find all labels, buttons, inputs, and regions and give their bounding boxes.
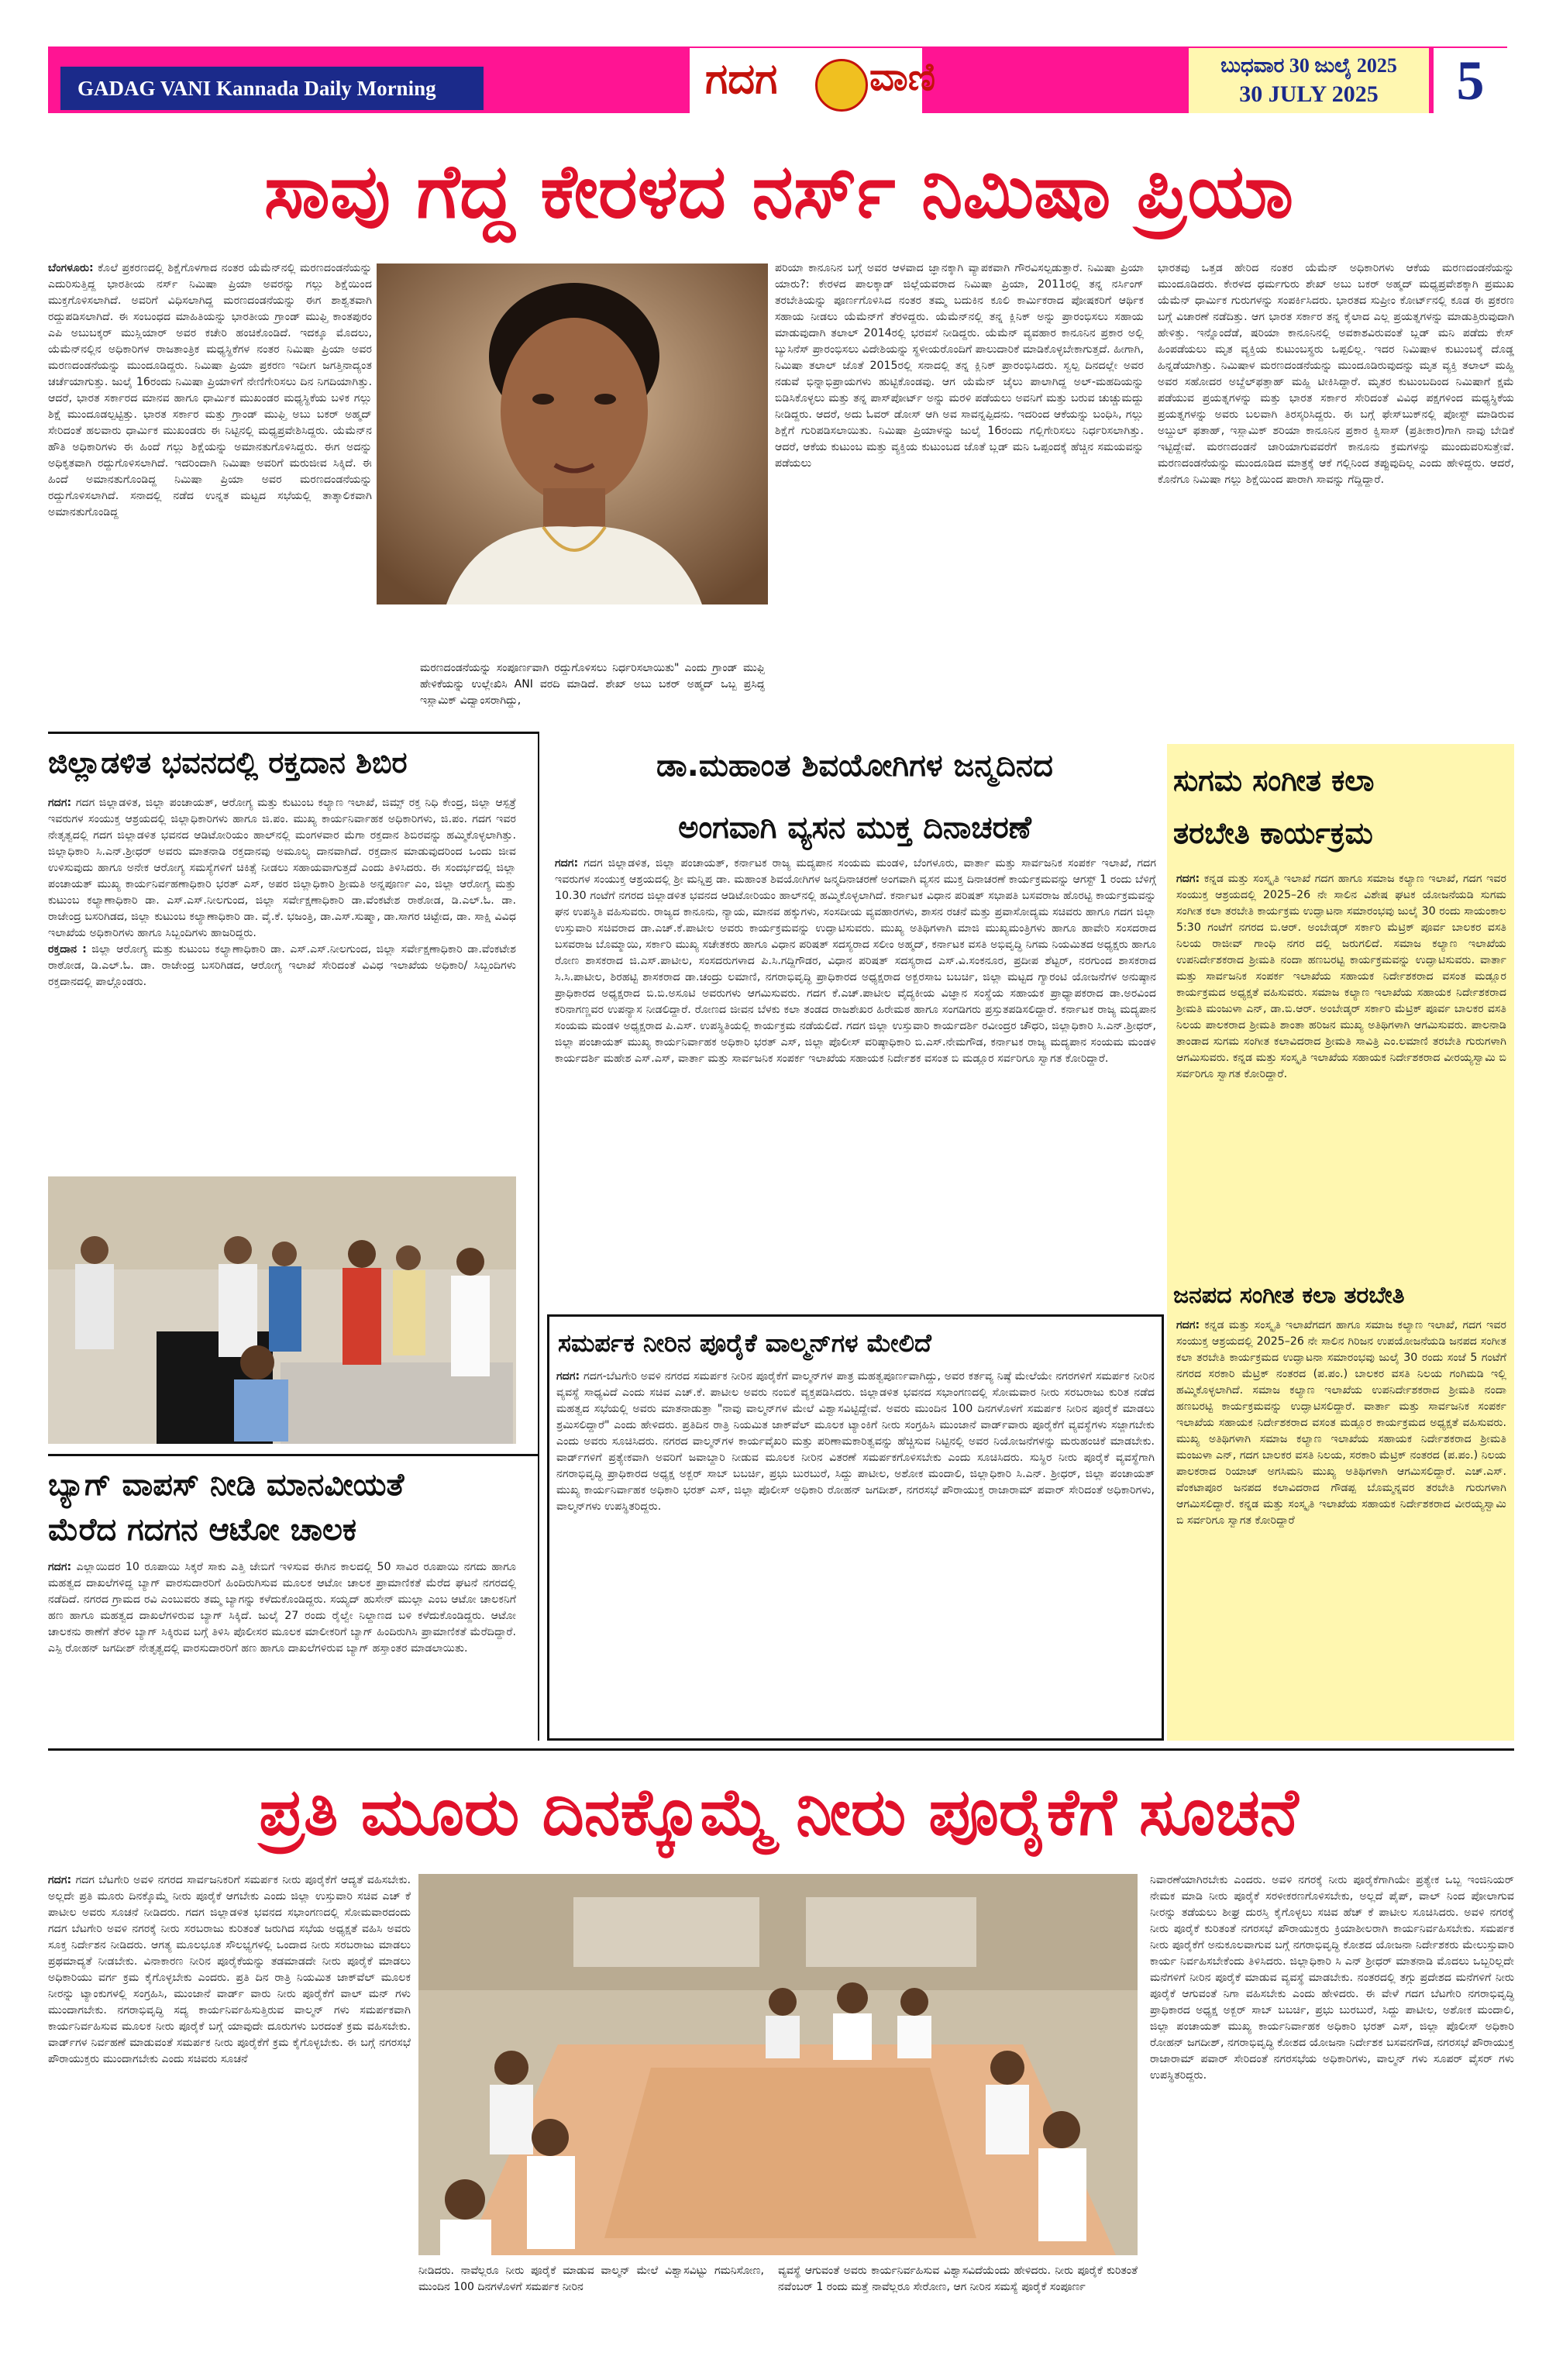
bottom-story-caption-left: ನೀಡಿದರು. ನಾವೆಲ್ಲರೂ ನೀರು ಪೂರೈಕೆ ಮಾಡುವ ವಾಲ್ಮನ್ ಮೇಲೆ ವಿಶ್ವಾಸವಿಟ್ಟು ಗಮನಿಸೋಣ, ಮುಂದಿನ 100 ದಿನಗಳೊಳಗೆ ಸಮರ್ಪಕ ನೀರಿನ — [418, 2265, 764, 2293]
bottom-story-caption-right: ವ್ಯವಸ್ಥೆ ಆಗುವಂತೆ ಅವರು ಕಾರ್ಯನಿರ್ವಹಿಸುವ ವಿಶ್ವಾಸವಿದೆಯೆಂದು ಹೇಳಿದರು. ನೀರು ಪೂರೈಕೆ ಕುರಿತಂತೆ ನವೆಂಬರ್ 1 ರಂದು ಮತ್ತೆ ನಾವೆಲ್ಲರೂ ಸೇರೋಣ, ಆಗ ನೀರಿನ ಸಮಸ್ಯೆ ಪೂರೈಕೆ ಸಂಪೂರ್ಣ — [778, 2265, 1138, 2293]
mahantha-story-headline-line-1: ಡಾ.ಮಹಾಂತ ಶಿವಯೋಗಿಗಳ ಜನ್ಮದಿನದ — [656, 748, 1053, 784]
page-number: 5 — [1434, 48, 1507, 113]
nimisha-priya-photo — [377, 263, 768, 604]
issue-date — [1189, 48, 1429, 113]
bottom-story-headline: ಪ್ರತಿ ಮೂರು ದಿನಕ್ಕೊಮ್ಮೆ ನೀರು ಪೂರೈಕೆಗೆ ಸೂಚನೆ — [259, 1774, 1299, 1850]
mahantha-story-headline-line-2: ಅಂಗವಾಗಿ ವ್ಯಸನ ಮುಕ್ತ ದಿನಾಚರಣೆ — [678, 810, 1031, 846]
music-box-sub-headline: ಜನಪದ ಸಂಗೀತ ಕಲಾ ತರಬೇತಿ — [1173, 1282, 1405, 1309]
bag-story-headline-line-1: ಬ್ಯಾಗ್ ವಾಪಸ್ ನೀಡಿ ಮಾನವೀಯತೆ — [48, 1467, 404, 1503]
issue-date-kannada: ಬುಧವಾರ 30 ಜುಲೈ 2025 — [1220, 54, 1397, 77]
bag-story-body: ಗದಗ: ಎಲ್ಲಾಯಿದರ 10 ರೂಪಾಯಿ ಸಿಕ್ಕರೆ ಸಾಕು ಎತ್ತಿ ಜೇಬಿಗೆ ಇಳಿಸುವ ಈಗಿನ ಕಾಲದಲ್ಲಿ 50 ಸಾವಿರ ರೂಪಾಯಿ ನಗದು ಹಾಗೂ ಮಹತ್ವದ ದಾಖಲೆಗಳಿದ್ದ ಬ್ಯಾಗ್ ವಾರಸುದಾರರಿಗೆ ಹಿಂದಿರುಗಿಸುವ ಮೂಲಕ ಆಟೋ ಚಾಲಕ ಪ್ರಾಮಾಣಿಕತೆ ಮೆರೆದ ಘಟನೆ ನಗರದಲ್ಲಿ ನಡೆದಿದೆ. ನಗರದ ಗ್ರಾಮದ ರವಿ ಎಂಬುವರು ತಮ್ಮ ಬ್ಯಾಗನ್ನು ಕಳೆದುಕೊಂಡಿದ್ದರು. ಸಯ್ಯದ್ ಹುಸೇನ್ ಮುಲ್ಲಾ ಎಂಬ ಆಟೋ ಚಾಲಕನಿಗೆ ಹಣ ಹಾಗೂ ಮಹತ್ವದ ದಾಖಲೆಗಳಿರುವ ಬ್ಯಾಗ್ ಸಿಕ್ಕಿದೆ. ಜುಲೈ 27 ರಂದು ರೈಲ್ವೇ ನಿಲ್ದಾಣದ ಬಳಿ ಕಳೆದುಕೊಂಡಿದ್ದರು. ಆಟೋ ಚಾಲಕನು ಠಾಣೆಗೆ ತೆರಳಿ ಬ್ಯಾಗ್ ಸಿಕ್ಕಿರುವ ಬಗ್ಗೆ ತಿಳಿಸಿ ಪೊಲೀಸರ ಮೂಲಕ ಮಾಲೀಕರಿಗೆ ಬ್ಯಾಗ್ ಹಿಂದಿರುಗಿಸಿ ಪ್ರಾಮಾಣಿಕತೆ ಮೆರೆದಿದ್ದಾರೆ. ಎಸ್ಪಿ ರೋಹನ್ ಜಗದೀಶ್ ನೇತೃತ್ವದಲ್ಲಿ ವಾರಸುದಾರರಿಗೆ ಹಣ ಹಾಗೂ ದಾಖಲೆಗಳಿರುವ ಬ್ಯಾಗ್ ಹಸ್ತಾಂತರ ಮಾಡಲಾಯಿತು. — [48, 1561, 516, 1655]
bag-story-headline-line-2: ಮೆರೆದ ಗದಗನ ಆಟೋ ಚಾಲಕ — [48, 1512, 356, 1548]
column-divider — [538, 732, 539, 1741]
water-story-small-headline: ಸಮರ್ಪಕ ನೀರಿನ ಪೂರೈಕೆ ವಾಲ್ಮನ್‌ಗಳ ಮೇಲಿದೆ — [558, 1328, 931, 1358]
water-meeting-photo — [418, 1874, 1138, 2255]
bottom-story-column-3: ನಿವಾರಣೆಯಾಗಿರಬೇಕು ಎಂದರು. ಅವಳಿ ನಗರಕ್ಕೆ ನೀರು ಪೂರೈಕೆಗಾಗಿಯೇ ಪ್ರತ್ಯೇಕ ಒಬ್ಬ ಇಂಜಿನಿಯರ್ ನೇಮಕ ಮಾಡಿ ನೀರು ಪೂರೈಕೆ ಸರಳೀಕರಣಗೊಳಿಸಬೇಕು, ಅಲ್ಲದೆ ಪೈಪ್, ವಾಲ್ ನಿಂದ ಪೋಲಾಗುವ ನೀರನ್ನು ತಡೆಯಲು ಶೀಘ್ರ ದುರಸ್ತಿ ಕೈಗೊಳ್ಳಲು ಸಚಿವ ಹೆಚ್ ಕೆ ಪಾಟೀಲ ಸೂಚಿಸಿದರು. ಅವಳಿ ನಗರಕ್ಕೆ ನೀರು ಪೂರೈಕೆ ಕುರಿತಂತೆ ನಗರಸಭೆ ಪೌರಾಯುಕ್ತರು ಕ್ರಿಯಾಶೀಲರಾಗಿ ಕಾರ್ಯನಿರ್ವಹಿಸಬೇಕು. ಸಮರ್ಪಕ ನೀರು ಪೂರೈಕೆಗೆ ಅನುಕೂಲವಾಗುವ ಬಗ್ಗೆ ನಗರಾಭಿವೃದ್ಧಿ ಕೋಶದ ಯೋಜನಾ ನಿರ್ದೇಶಕರು ಮೇಲುಸ್ತುವಾರಿ ಕಾರ್ಯ ನಿರ್ವಹಿಸಬೇಕೆಂದು ತಿಳಿಸಿದರು. ಜಿಲ್ಲಾಧಿಕಾರಿ ಸಿ ಎನ್ ಶ್ರೀಧರ್ ಮಾತನಾಡಿ ಮೊದಲು ಒಬ್ಬರಿಲ್ಲದೇ ಮನೆಗಳಿಗೆ ನೀರಿನ ಪೂರೈಕೆ ಮಾಡುವ ವ್ಯವಸ್ಥೆ ಮಾಡಬೇಕು. ನಂತರದಲ್ಲಿ ತಗ್ಗು ಪ್ರದೇಶದ ಮನೆಗಳಿಗೆ ನೀರು ಪೂರೈಕೆ ಆಗುವಂತೆ ನಿಗಾ ವಹಿಸಬೇಕು ಎಂದು ಹೇಳಿದರು. ಈ ವೇಳೆ ಗದಗ ಬೆಟಗೇರಿ ನಗರಾಭಿವೃದ್ಧಿ ಪ್ರಾಧಿಕಾರದ ಅಧ್ಯಕ್ಷ ಅಕ್ಬರ್ ಸಾಬ್ ಬಬರ್ಚಿ, ಪ್ರಭು ಬುರಬುರೆ, ಸಿದ್ದು ಪಾಟೀಲ, ಅಶೋಕ ಮಂದಾಲಿ, ಜಿಲ್ಲಾ ಪಂಚಾಯತ್ ಮುಖ್ಯ ಕಾರ್ಯನಿರ್ವಾಹಕ ಅಧಿಕಾರಿ ಭರತ್ ಎಸ್, ಜಿಲ್ಲಾ ಪೊಲೀಸ್ ಅಧಿಕಾರಿ ರೋಹನ್ ಜಗದೀಶ್, ನಗರಾಭಿವೃದ್ಧಿ ಕೋಶದ ಯೋಜನಾ ನಿರ್ದೇಶಕ ಬಸವನಗೌಡ, ನಗರಸಭೆ ಪೌರಾಯುಕ್ತ ರಾಜಾರಾಮ್ ಪವಾರ್ ಸೇರಿದಂತೆ ನಗರಸಭೆಯ ಅಧಿಕಾರಿಗಳು, ವಾಲ್ಮನ್ ಗಳು ಸೂಪರ್ ವೈಸರ್ ಗಳು ಉಪಸ್ಥಿತರಿದ್ದರು. — [1150, 1874, 1514, 2082]
blood-camp-headline: ಜಿಲ್ಲಾಡಳಿತ ಭವನದಲ್ಲಿ ರಕ್ತದಾನ ಶಿಬಿರ — [48, 746, 408, 780]
blood-camp-photo — [48, 1176, 516, 1444]
top-story-column-3: ಪರಿಯಾ ಕಾನೂನಿನ ಬಗ್ಗೆ ಅವರ ಆಳವಾದ ಜ್ಞಾನಕ್ಕಾಗಿ ವ್ಯಾಪಕವಾಗಿ ಗೌರವಿಸಲ್ಪಡುತ್ತಾರೆ. ನಿಮಿಷಾ ಪ್ರಿಯಾ ಯಾರು?: ಕೇರಳದ ಪಾಲಕ್ಕಾಡ್ ಜಿಲ್ಲೆಯವರಾದ ನಿಮಿಷಾ ಪ್ರಿಯಾ, 2011ರಲ್ಲಿ ತನ್ನ ನರ್ಸಿಂಗ್ ತರಬೇತಿಯನ್ನು ಪೂರ್ಣಗೊಳಿಸಿದ ನಂತರ ತಮ್ಮ ಬದುಕಿನ ಕೂಲಿ ಕಾರ್ಮಿಕರಾದ ಪೋಷಕರಿಗೆ ಆರ್ಥಿಕ ಸಹಾಯ ನೀಡಲು ಯೆಮೆನ್‌ಗೆ ತೆರಳಿದ್ದರು. ಯೆಮೆನ್‌ನಲ್ಲಿ ತನ್ನ ಕ್ಲಿನಿಕ್ ಅನ್ನು ಪ್ರಾರಂಭಿಸಲು ಸಹಾಯ ಮಾಡುವುದಾಗಿ ತಲಾಲ್ 2014ರಲ್ಲಿ ಭರವಸೆ ನೀಡಿದ್ದರು. ಯೆಮೆನ್ ವ್ಯವಹಾರ ಕಾನೂನಿನ ಪ್ರಕಾರ ಅಲ್ಲಿ ಬ್ಯುಸಿನೆಸ್ ಪ್ರಾರಂಭಿಸಲು ವಿದೇಶಿಯನ್ನು ಸ್ಥಳೀಯರೊಂದಿಗೆ ಪಾಲುದಾರಿಕೆ ಮಾಡಿಕೊಳ್ಳಬೇಕಾಗುತ್ತದೆ. ಹೀಗಾಗಿ, ನಿಮಿಷಾ ತಲಾಲ್ ಜೊತೆ 2015ರಲ್ಲಿ ಸನಾದಲ್ಲಿ ತನ್ನ ಕ್ಲಿನಿಕ್ ಪ್ರಾರಂಭಿಸಿದರು. ಸ್ವಲ್ಪ ದಿನದಲ್ಲೇ ಅವರ ನಡುವೆ ಭಿನ್ನಾಭಿಪ್ರಾಯಗಳು ಹುಟ್ಟಿಕೊಂಡವು. ಆಗ ಯೆಮೆನ್ ಜೈಲು ಪಾಲಾಗಿದ್ದ ಅಲ್-ಮಹದಿಯನ್ನು ಬಿಡಿಸಿಕೊಳ್ಳಲು ಮತ್ತು ತನ್ನ ಪಾಸ್‌ಪೋರ್ಟ್ ಅನ್ನು ಮರಳಿ ಪಡೆಯಲು ಅವನಿಗೆ ಮತ್ತು ಬರುವ ಚುಚ್ಚುಮದ್ದು ನೀಡಿದ್ದರು. ಆದರೆ, ಅದು ಓವರ್ ಡೋಸ್ ಆಗಿ ಅವ ಸಾವನ್ನಪ್ಪಿದನು. ಇದರಿಂದ ಆಕೆಯನ್ನು ಬಂಧಿಸಿ, ಗಲ್ಲು ಶಿಕ್ಷೆಗೆ ಗುರಿಪಡಿಸಲಾಯಿತು. ನಿಮಿಷಾ ಪ್ರಿಯಾಳನ್ನು ಜುಲೈ 16ರಂದು ಗಲ್ಲಿಗೇರಿಸಲು ನಿರ್ಧರಿಸಲಾಗಿತ್ತು. ಆದರೆ, ಆಕೆಯ ಕುಟುಂಬ ಮತ್ತು ವ್ಯಕ್ತಿಯ ಕುಟುಂಬದ ಜೊತೆ ಬ್ಲಡ್ ಮನಿ ಒಪ್ಪಂದಕ್ಕೆ ಹೆಚ್ಚಿನ ಸಮಯವನ್ನು ಪಡೆಯಲು — [775, 262, 1144, 470]
newspaper-name-label: GADAG VANI Kannada Daily Morning — [60, 67, 484, 110]
logo-text-gadaga: ಗದಗ — [705, 54, 778, 103]
music-box-body-1: ಗದಗ: ಕನ್ನಡ ಮತ್ತು ಸಂಸ್ಕೃತಿ ಇಲಾಖೆ ಗದಗ ಹಾಗೂ ಸಮಾಜ ಕಲ್ಯಾಣ ಇಲಾಖೆ, ಗದಗ ಇವರ ಸಂಯುಕ್ತ ಆಶ್ರಯದಲ್ಲಿ 2025–26 ನೇ ಸಾಲಿನ ವಿಶೇಷ ಘಟಕ ಯೋಜನೆಯಡಿ ಸುಗಮ ಸಂಗೀತ ಕಲಾ ತರಬೇತಿ ಕಾರ್ಯಕ್ರಮ ಉದ್ಘಾಟನಾ ಸಮಾರಂಭವು ಜುಲೈ 30 ರಂದು ಸಾಯಂಕಾಲ 5:30 ಗಂಟೆಗೆ ನಗರದ ಬಿ.ಆರ್. ಅಂಬೇಡ್ಕರ್ ಸರ್ಕಾರಿ ಮೆಟ್ರಿಕ್ ಪೂರ್ವ ಬಾಲಕರ ವಸತಿ ನಿಲಯ ರಾಜೀವ್ ಗಾಂಧಿ ನಗರ ದಲ್ಲಿ ಜರುಗಲಿದೆ. ಸಮಾಜ ಕಲ್ಯಾಣ ಇಲಾಖೆಯ ಉಪನಿರ್ದೇಶಕರಾದ ಶ್ರೀಮತಿ ನಂದಾ ಹಣಬರಟ್ಟಿ ಕಾರ್ಯಕ್ರಮವನ್ನು ಉದ್ಘಾಟಿಸುವರು. ವಾರ್ತಾ ಮತ್ತು ಸಾರ್ವಜನಿಕ ಸಂಪರ್ಕ ಇಲಾಖೆಯ ಸಹಾಯಕ ನಿರ್ದೇಶಕರಾದ ವಸಂತ ಮಡ್ಲೂರ ಕಾರ್ಯಕ್ರಮದ ಅಧ್ಯಕ್ಷತೆ ವಹಿಸುವರು. ಸಮಾಜ ಕಲ್ಯಾಣ ಇಲಾಖೆಯ ಸಹಾಯಕ ನಿರ್ದೇಶಕರಾದ ಶ್ರೀಮತಿ ಮಂಜುಳಾ ಎನ್, ಡಾ.ಬಿ.ಆರ್. ಅಂಬೇಡ್ಕರ್ ಸರ್ಕಾರಿ ಮೆಟ್ರಿಕ್ ಪೂರ್ವ ಬಾಲಕರ ವಸತಿ ನಿಲಯ ಪಾಲಕರಾದ ಶ್ರೀಮತಿ ಶಾಂತಾ ಹರಿಜನ ಮುಖ್ಯ ಅತಿಥಿಗಳಾಗಿ ಆಗಮಿಸುವರು. ಪಾಲನಾಡಿ ತಾಂಡಾದ ಸುಗಮ ಸಂಗೀತ ಕಲಾವಿದರಾದ ಶ್ರೀಮತಿ ಸಾವಿತ್ರಿ ಎಂ.ಲಮಾಣಿ ತರಬೇತಿ ಗುರುಗಳಾಗಿ ಆಗಮಿಸುವರು. ಕನ್ನಡ ಮತ್ತು ಸಂಸ್ಕೃತಿ ಇಲಾಖೆಯ ಸಹಾಯಕ ನಿರ್ದೇಶಕರಾದ ವೀರಯ್ಯಸ್ವಾಮಿ ಬಿ ಸರ್ವರಿಗೂ ಸ್ವಾಗತ ಕೋರಿದ್ದಾರೆ. — [1176, 873, 1506, 1080]
newspaper-logo — [690, 48, 936, 113]
music-box-body-2: ಗದಗ: ಕನ್ನಡ ಮತ್ತು ಸಂಸ್ಕೃತಿ ಇಲಾಖೆಗದಗ ಹಾಗೂ ಸಮಾಜ ಕಲ್ಯಾಣ ಇಲಾಖೆ, ಗದಗ ಇವರ ಸಂಯುಕ್ತ ಆಶ್ರಯದಲ್ಲಿ 2025–26 ನೇ ಸಾಲಿನ ಗಿರಿಜನ ಉಪಯೋಜನೆಯಡಿ ಜನಪದ ಸಂಗೀತ ಕಲಾ ತರಬೇತಿ ಕಾರ್ಯಕ್ರಮದ ಉದ್ಘಾಟನಾ ಸಮಾರಂಭವು ಜುಲೈ 30 ರಂದು ಸಂಜೆ 5 ಗಂಟೆಗೆ ನಗರದ ಸರಕಾರಿ ಮೆಟ್ರಿಕ್ ನಂತರದ (ಪ.ಪಂ.) ಬಾಲಕರ ವಸತಿ ನಿಲಯ ಗಂಗಿಮಡಿ ಇಲ್ಲಿ ಹಮ್ಮಿಕೊಳ್ಳಲಾಗಿದೆ. ಸಮಾಜ ಕಲ್ಯಾಣ ಇಲಾಖೆಯ ಉಪನಿರ್ದೇಶಕರಾದ ಶ್ರೀಮತಿ ನಂದಾ ಹಣಬರಟ್ಟಿ ಕಾರ್ಯಕ್ರಮವನ್ನು ಉದ್ಘಾಟಿಸಲಿದ್ದಾರೆ. ವಾರ್ತಾ ಮತ್ತು ಸಾರ್ವಜನಿಕ ಸಂಪರ್ಕ ಇಲಾಖೆಯ ಸಹಾಯಕ ನಿರ್ದೇಶಕರಾದ ವಸಂತ ಮಡ್ಲೂರ ಕಾರ್ಯಕ್ರಮದ ಅಧ್ಯಕ್ಷತೆ ವಹಿಸುವರು. ಮುಖ್ಯ ಅತಿಥಿಗಳಾಗಿ ಸಮಾಜ ಕಲ್ಯಾಣ ಇಲಾಖೆಯ ಸಹಾಯಕ ನಿರ್ದೇಶಕರಾದ ಶ್ರೀಮತಿ ಮಂಜುಳಾ ಎನ್, ಗದಗ ಬಾಲಕರ ವಸತಿ ನಿಲಯ, ಸರಕಾರಿ ಮೆಟ್ರಿಕ್ ನಂತರದ (ಪ.ಪಂ.) ನಿಲಯ ಪಾಲಕರಾದ ರಿಯಾಜ್ ಅಗಸಿಮನಿ ಮುಖ್ಯ ಅತಿಥಿಗಳಾಗಿ ಆಗಮಿಸಲಿದ್ದಾರೆ. ಎಚ್.ಎಸ್. ವೆಂಕಟಾಪೂರ ಜನಪದ ಕಲಾವಿದರಾದ ಗೌಡಪ್ಪ ಬೊಮ್ಮನ್ನವರ ತರಬೇತಿ ಗುರುಗಳಾಗಿ ಆಗಮಿಸಲಿದ್ದಾರೆ. ಕನ್ನಡ ಮತ್ತು ಸಂಸ್ಕೃತಿ ಇಲಾಖೆಯ ಸಹಾಯಕ ನಿರ್ದೇಶಕರಾದ ವೀರಯ್ಯಸ್ವಾಮಿ ಬಿ ಸರ್ವರಿಗೂ ಸ್ವಾಗತ ಕೋರಿದ್ದಾರೆ — [1176, 1319, 1506, 1527]
logo-text-vani: ವಾಣಿ — [869, 54, 936, 99]
mahantha-story-body: ಗದಗ: ಗದಗ ಜಿಲ್ಲಾಡಳಿತ, ಜಿಲ್ಲಾ ಪಂಚಾಯತ್, ಕರ್ನಾಟಕ ರಾಜ್ಯ ಮದ್ಯಪಾನ ಸಂಯಮ ಮಂಡಳಿ, ಬೆಂಗಳೂರು, ವಾರ್ತಾ ಮತ್ತು ಸಾರ್ವಜನಿಕ ಸಂಪರ್ಕ ಇಲಾಖೆ, ಗದಗ ಇವರುಗಳ ಸಂಯುಕ್ತ ಆಶ್ರಯದಲ್ಲಿ ಶ್ರೀ ಮನ್ನಿಪ್ರ ಡಾ. ಮಹಾಂತ ಶಿವಯೋಗಿಗಳ ಜನ್ಮದಿನಾಚರಣೆ ಅಂಗವಾಗಿ ವ್ಯಸನ ಮುಕ್ತ ದಿನಾಚರಣೆ ಕಾರ್ಯಕ್ರಮವನ್ನು ಆಗಸ್ಟ್ 1 ರಂದು ಬೆಳಿಗ್ಗೆ 10.30 ಗಂಟೆಗೆ ನಗರದ ಜಿಲ್ಲಾಡಳಿತ ಭವನದ ಆಡಿಟೋರಿಯಂ ಹಾಲ್‌ನಲ್ಲಿ ಹಮ್ಮಿಕೊಳ್ಳಲಾಗಿದೆ. ಕರ್ನಾಟಕ ವಿಧಾನ ಪರಿಷತ್ ಸಭಾಪತಿ ಬಸವರಾಜ ಹೊರಟ್ಟಿ ಕಾರ್ಯಕ್ರಮವನ್ನು ಘನ ಉಪಸ್ಥಿತಿ ವಹಿಸುವರು. ರಾಜ್ಯದ ಕಾನೂನು, ನ್ಯಾಯ, ಮಾನವ ಹಕ್ಕುಗಳು, ಸಂಸದೀಯ ವ್ಯವಹಾರಗಳು, ಶಾಸನ ರಚನೆ ಮತ್ತು ಪ್ರವಾಸೋದ್ಯಮ ಸಚಿವರು ಹಾಗೂ ಗದಗ ಜಿಲ್ಲಾ ಉಸ್ತುವಾರಿ ಸಚಿವರಾದ ಡಾ.ಎಚ್.ಕೆ.ಪಾಟೀಲ ಅವರು ಕಾರ್ಯಕ್ರಮವನ್ನು ಉದ್ಘಾಟಿಸುವರು. ಮುಖ್ಯ ಅತಿಥಿಗಳಾಗಿ ಮಾಜಿ ಮುಖ್ಯಮಂತ್ರಿಗಳು ಹಾಗೂ ಹಾವೇರಿ ಸಂಸದರಾದ ಬಸವರಾಜ ಬೊಮ್ಮಾಯಿ, ಸರ್ಕಾರಿ ಮುಖ್ಯ ಸಚೇತಕರು ಹಾಗೂ ವಿಧಾನ ಪರಿಷತ್ ಸದಸ್ಯರಾದ ಸಲೀಂ ಅಹ್ಮದ್, ಕರ್ನಾಟಕ ವಸತಿ ಅಭಿವೃದ್ಧಿ ನಿಗಮ ನಿಯಮಿತದ ಅಧ್ಯಕ್ಷರು ಹಾಗೂ ರೋಣ ಶಾಸಕರಾದ ಜಿ.ಎಸ್.ಪಾಟೀಲ, ಸಂಸದರುಗಳಾದ ಪಿ.ಸಿ.ಗದ್ದಿಗೌಡರ, ವಿಧಾನ ಪರಿಷತ್ ಸದಸ್ಯರಾದ ಎಸ್.ವಿ.ಸಂಕನೂರ, ಪ್ರದೀಪ ಶೆಟ್ಟರ್, ನರಗುಂದ ಶಾಸಕರಾದ ಸಿ.ಸಿ.ಪಾಟೀಲ, ಶಿರಹಟ್ಟಿ ಶಾಸಕರಾದ ಡಾ.ಚಂದ್ರು ಲಮಾಣಿ, ನಗರಾಭಿವೃದ್ಧಿ ಪ್ರಾಧಿಕಾರದ ಅಧ್ಯಕ್ಷರಾದ ಅಕ್ಬರಸಾಬ ಬಬರ್ಚಿ, ಜಿಲ್ಲಾ ಮಟ್ಟದ ಗ್ಯಾರಂಟಿ ಯೋಜನೆಗಳ ಅನುಷ್ಠಾನ ಪ್ರಾಧಿಕಾರದ ಅಧ್ಯಕ್ಷರಾದ ಬಿ.ಬಿ.ಅಸೂಟಿ ಅವರುಗಳು ಆಗಮಿಸುವರು. ಗದಗ ಕೆ.ಎಚ್.ಪಾಟೀಲ ವೈದ್ಯಕೀಯ ವಿಜ್ಞಾನ ಸಂಸ್ಥೆಯ ಸಹಾಯಕ ಪ್ರಾಧ್ಯಾಪಕರಾದ ಡಾ.ಅರವಿಂದ ಕರಿನಾಗಣ್ಣವರ ಉಪನ್ಯಾಸ ನೀಡಲಿದ್ದಾರೆ. ರೋಣದ ಜೀವನ ಬೆಳಕು ಕಲಾ ತಂಡದ ರಾಜಶೇಖರ ಹಿರೇಮಠ ಹಾಗೂ ಸಂಗಡಿಗರು ಪ್ರಸ್ತುತಪಡಿಸಲಿದ್ದಾರೆ. ಕರ್ನಾಟಕ ರಾಜ್ಯ ಮದ್ಯಪಾನ ಸಂಯಮ ಮಂಡಳಿ ಅಧ್ಯಕ್ಷರಾದ ಪಿ.ಎಸ್. ಉಪಸ್ಥಿತಿಯಲ್ಲಿ ಕಾರ್ಯಕ್ರಮ ನಡೆಯಲಿದೆ. ಗದಗ ಜಿಲ್ಲಾ ಉಸ್ತುವಾರಿ ಕಾರ್ಯದರ್ಶಿ ರವೀಂದ್ರರ ಚೌಧರಿ, ಜಿಲ್ಲಾಧಿಕಾರಿ ಸಿ.ಎನ್.ಶ್ರೀಧರ್, ಜಿಲ್ಲಾ ಪಂಚಾಯತ್ ಮುಖ್ಯ ಕಾರ್ಯನಿರ್ವಾಹಕ ಅಧಿಕಾರಿ ಭರತ್ ಎಸ್, ಜಿಲ್ಲಾ ಪೊಲೀಸ್ ವರಿಷ್ಠಾಧಿಕಾರಿ ಬಿ.ಎಸ್.ನೇಮಗೌಡ, ಕರ್ನಾಟಕ ರಾಜ್ಯ ಮದ್ಯಪಾನ ಸಂಯಮ ಮಂಡಳಿ ಕಾರ್ಯದರ್ಶಿ ಮಹೇಶ ಎಸ್.ಎಸ್, ವಾರ್ತಾ ಮತ್ತು ಸಾರ್ವಜನಿಕ ಸಂಪರ್ಕ ಇಲಾಖೆಯ ಸಹಾಯಕ ನಿರ್ದೇಶಕ ವಸಂತ ಬಿ ಮಡ್ಲೂರ ಸರ್ವರಿಗೂ ಸ್ವಾಗತ ಕೋರಿದ್ದಾರೆ. — [555, 857, 1156, 1065]
logo-emblem-icon — [815, 59, 868, 112]
top-story-column-1: ಬೆಂಗಳೂರು: ಕೊಲೆ ಪ್ರಕರಣದಲ್ಲಿ ಶಿಕ್ಷೆಗೊಳಗಾದ ನಂತರ ಯೆಮೆನ್‌ನಲ್ಲಿ ಮರಣದಂಡನೆಯನ್ನು ಎದುರಿಸುತ್ತಿದ್ದ ಭಾರತೀಯ ನರ್ಸ್ ನಿಮಿಷಾ ಪ್ರಿಯಾ ಅವರನ್ನು ಗಲ್ಲು ಶಿಕ್ಷೆಯಿಂದ ಮುಕ್ತಗೊಳಿಸಲಾಗಿದೆ. ಅವರಿಗೆ ವಿಧಿಸಲಾಗಿದ್ದ ಮರಣದಂಡನೆಯನ್ನು ಈಗ ಶಾಶ್ವತವಾಗಿ ರದ್ದುಪಡಿಸಲಾಗಿದೆ. ಈ ಸಂಬಂಧದ ಮಾಹಿತಿಯನ್ನು ಭಾರತೀಯ ಗ್ರಾಂಡ್ ಮುಫ್ತಿ ಕಾಂತಪುರಂ ಎಪಿ ಅಬುಬಕ್ಕರ್ ಮುಸ್ಲಿಯಾರ್ ಅವರ ಕಚೇರಿ ಹಂಚಿಕೊಂಡಿದೆ. ಇದಕ್ಕೂ ಮೊದಲು, ಯೆಮೆನ್‌ನಲ್ಲಿನ ಅಧಿಕಾರಿಗಳ ರಾಜತಾಂತ್ರಿಕ ಮಧ್ಯಸ್ಥಿಕೆಗಳ ನಂತರ ನಿಮಿಷಾ ಪ್ರಿಯಾ ಅವರ ಮರಣದಂಡನೆಯನ್ನು ಮುಂದೂಡಿದ್ದರು. ನಿಮಿಷಾ ಪ್ರಿಯಾ ಪ್ರಕರಣ ಇದೀಗ ಜಗತ್ತಿನಾದ್ಯಂತ ಚರ್ಚೆಯಾಗುತ್ತು. ಜುಲೈ 16ರಂದು ನಿಮಿಷಾ ಪ್ರಿಯಾಳಿಗೆ ನೇಣಿಗೇರಿಸಲು ದಿನ ನಿಗದಿಯಾಗಿತ್ತು. ಆದರೆ, ಭಾರತ ಸರ್ಕಾರದ ಮಾನವ ಹಾಗೂ ಧಾರ್ಮಿಕ ಮುಖಂಡರ ಮಧ್ಯಸ್ಥಿಕೆಯ ಬಳಿಕ ಗಲ್ಲು ಶಿಕ್ಷೆ ಮುಂದೂಡಲ್ಪಟ್ಟಿತ್ತು. ಭಾರತ ಸರ್ಕಾರ ಮತ್ತು ಗ್ರಾಂಡ್ ಮುಫ್ತಿ ಅಬು ಬಕರ್ ಅಹ್ಮದ್ ಸೇರಿದಂತೆ ಹಲವಾರು ಧಾರ್ಮಿಕ ಮುಖಂಡರು ಈ ನಿಟ್ಟಿನಲ್ಲಿ ಮಧ್ಯಪ್ರವೇಶಿಸಿದ್ದರು. ಯೆಮೆನ್‌ನ ಹೌತಿ ಅಧಿಕಾರಿಗಳು ಈ ಹಿಂದೆ ಗಲ್ಲು ಶಿಕ್ಷೆಯನ್ನು ಅಮಾನತುಗೊಳಿಸಿದ್ದರು. ಈಗ ಅದನ್ನು ಅಧಿಕೃತವಾಗಿ ರದ್ದುಗೊಳಿಸಲಾಗಿದೆ. ಇದರಿಂದಾಗಿ ನಿಮಿಷಾ ಅವರಿಗೆ ಮರುಜೀವ ಸಿಕ್ಕಿದೆ. ಈ ಹಿಂದೆ ಅಮಾನತುಗೊಂಡಿದ್ದ ನಿಮಿಷಾ ಪ್ರಿಯಾ ಅವರ ಮರಣದಂಡನೆಯನ್ನು ರದ್ದುಗೊಳಿಸಲಾಗಿದೆ. ಸನಾದಲ್ಲಿ ನಡೆದ ಉನ್ನತ ಮಟ್ಟದ ಸಭೆಯಲ್ಲಿ ತಾತ್ಕಾಲಿಕವಾಗಿ ಅಮಾನತುಗೊಂಡಿದ್ದ — [48, 262, 372, 518]
bottom-story-column-1: ಗದಗ: ಗದಗ ಬೆಟಗೇರಿ ಅವಳಿ ನಗರದ ಸಾರ್ವಜನಿಕರಿಗೆ ಸಮರ್ಪಕ ನೀರು ಪೂರೈಕೆಗೆ ಆದ್ಯತೆ ವಹಿಸಬೇಕು. ಅಲ್ಲದೇ ಪ್ರತಿ ಮೂರು ದಿನಕ್ಕೊಮ್ಮೆ ನೀರು ಪೂರೈಕೆ ಆಗಬೇಕು ಎಂದು ಜಿಲ್ಲಾ ಉಸ್ತುವಾರಿ ಸಚಿವ ಎಚ್ ಕೆ ಪಾಟೀಲ ಅವರು ಸೂಚನೆ ನೀಡಿದರು. ಗದಗ ಜಿಲ್ಲಾಡಳಿತ ಭವನದ ಸಭಾಂಗಣದಲ್ಲಿ ಸೋಮವಾರದಂದು ಗದಗ ಬೆಟಗೇರಿ ಅವಳಿ ನಗರಕ್ಕೆ ನೀರು ಸರಬರಾಜು ಕುರಿತಂತೆ ಜರುಗಿದ ಸಭೆಯ ಅಧ್ಯಕ್ಷತೆ ವಹಿಸಿ ಅವರು ಸೂಕ್ತ ನಿರ್ದೇಶನ ನೀಡಿದರು. ಆಗತ್ಯ ಮೂಲಭೂತ ಸೌಲಭ್ಯಗಳಲ್ಲಿ ಒಂದಾದ ನೀರು ಸರಬರಾಜು ಮಾಡಲು ಪ್ರಥಮಾದ್ಯತೆ ನೀಡಬೇಕು. ವಿನಾಕಾರಣ ನೀರಿನ ಪೂರೈಕೆಯನ್ನು ತಡಮಾಡದೇ ನೀರು ಪೂರೈಕೆ ಮಾಡಲು ಅಧಿಕಾರಿಯು ವರ್ಗ ಕ್ರಮ ಕೈಗೊಳ್ಳಬೇಕು ಎಂದರು. ಪ್ರತಿ ದಿನ ರಾತ್ರಿ ನಿಯಮಿತ ಜಾಕ್‌ವೆಲ್ ಮೂಲಕ ನೀರನ್ನು ಟ್ಯಾಂಕುಗಳಲ್ಲಿ ಸಂಗ್ರಹಿಸಿ, ಮುಂಜಾನೆ ವಾರ್ಡ್ ವಾರು ನೀರು ಪೂರೈಕೆಗೆ ವಾಲ್ ಮನ್ ಗಳು ಮುಂದಾಗಬೇಕು. ನಗರಾಭಿವೃದ್ಧಿ ಸದ್ಯ ಕಾರ್ಯನಿರ್ವಹಿಸುತ್ತಿರುವ ವಾಲ್ಮನ್ ಗಳು ಸಮರ್ಪಕವಾಗಿ ಕಾರ್ಯನಿರ್ವಹಿಸುವ ಮೂಲಕ ನೀರು ಪೂರೈಕೆ ಬಗ್ಗೆ ಯಾವುದೇ ದೂರುಗಳು ಬರದಂತೆ ಕ್ರಮ ವಹಿಸಬೇಕು. ವಾರ್ಡ್‌ಗಳ ನಿರ್ವಹಣೆ ಮಾಡುವಂತೆ ಸಮರ್ಪಕ ನೀರು ಪೂರೈಕೆಗೆ ಕ್ರಮ ಕೈಗೊಳ್ಳಬೇಕು. ಈ ಬಗ್ಗೆ ನಗರಸಭೆ ಪೌರಾಯುಕ್ತರು ಮುಂದಾಗಬೇಕು ಎಂದು ಸಚಿವರು ಸೂಚನೆ — [48, 1874, 411, 2065]
top-story-column-4: ಭಾರತವು ಒತ್ತಡ ಹೇರಿದ ನಂತರ ಯೆಮೆನ್ ಅಧಿಕಾರಿಗಳು ಆಕೆಯ ಮರಣದಂಡನೆಯನ್ನು ಮುಂದೂಡಿದರು. ಕೇರಳದ ಧರ್ಮಗುರು ಶೇಖ್ ಅಬು ಬಕರ್ ಅಹ್ಮದ್ ಮಧ್ಯಪ್ರವೇಶಕ್ಕಾಗಿ ಪ್ರಮುಖ ಯೆಮೆನ್ ಧಾರ್ಮಿಕ ಗುರುಗಳನ್ನು ಸಂಪರ್ಕಿಸಿದರು. ಭಾರತದ ಸುಪ್ರೀಂ ಕೋರ್ಟ್‌ನಲ್ಲಿ ಕೂಡ ಈ ಪ್ರಕರಣ ಬಗ್ಗೆ ವಿಚಾರಣೆ ನಡೆದಿತ್ತು. ಆಗ ಭಾರತ ಸರ್ಕಾರ ತನ್ನ ಕೈಲಾದ ಎಲ್ಲ ಪ್ರಯತ್ನಗಳನ್ನು ಮಾಡುತ್ತಿರುವುದಾಗಿ ಹೇಳಿತ್ತು. ಇನ್ನೊಂದೆಡೆ, ಷರಿಯಾ ಕಾನೂನಿನಲ್ಲಿ ಅವಕಾಶವಿರುವಂತೆ ಬ್ಲಡ್ ಮನಿ ಪಡೆದು ಕೇಸ್ ಹಿಂಪಡೆಯಲು ಮೃತ ವ್ಯಕ್ತಿಯ ಕುಟುಂಬಸ್ಥರು ಒಪ್ಪಲಿಲ್ಲ. ಇದರ ನಿಮಿಷಾಳ ಕುಟುಂಬಕ್ಕೆ ದೊಡ್ಡ ಹಿನ್ನಡೆಯಾಗಿತ್ತು. ನಿಮಿಷಾಳ ಮರಣದಂಡನೆಯನ್ನು ಮುಂದೂಡಿರುವುದನ್ನು ಮೃತ ವ್ಯಕ್ತಿ ತಲಾಲ್ ಮಹ್ದಿ ಅವರ ಸಹೋದರ ಅಬ್ದೆಲ್‌ಫತ್ತಾಹ್ ಮಹ್ದಿ ಟೀಕಿಸಿದ್ದಾರೆ. ಮೃತರ ಕುಟುಂಬದಿಂದ ನಿಮಿಷಾಗೆ ಕ್ಷಮೆ ಪಡೆಯುವ ಪ್ರಯತ್ನಗಳನ್ನು ಮತ್ತು ಭಾರತ ಸರ್ಕಾರ ಸೇರಿದಂತೆ ವಿವಿಧ ಪಕ್ಷಗಳಿಂದ ಮಧ್ಯಸ್ಥಿಕೆಯ ಪ್ರಯತ್ನಗಳನ್ನು ಅವರು ಬಲವಾಗಿ ತಿರಸ್ಕರಿಸಿದ್ದರು. ಈ ಬಗ್ಗೆ ಫೇಸ್‌ಬುಕ್‌ನಲ್ಲಿ ಪೋಸ್ಟ್ ಮಾಡಿರುವ ಅಬ್ದುಲ್ ಫತಾಹ್, ಇಸ್ಲಾಮಿಕ್ ಶರಿಯಾ ಕಾನೂನಿನ ಪ್ರಕಾರ ಕ್ವಿಸಾಸ್ (ಪ್ರತೀಕಾರ)ಗಾಗಿ ನಾವು ಬೇಡಿಕೆ ಇಟ್ಟಿದ್ದೇವೆ. ಮರಣದಂಡನೆ ಜಾರಿಯಾಗುವವರೆಗೆ ಕಾನೂನು ಕ್ರಮಗಳನ್ನು ಮುಂದುವರಿಸುತ್ತೇವೆ. ಮರಣದಂಡನೆಯನ್ನು ಮುಂದೂಡಿದ ಮಾತ್ರಕ್ಕೆ ಆಕೆ ಗಲ್ಲಿನಿಂದ ತಪ್ಪುವುದಿಲ್ಲ ಎಂದು ಹೇಳಿದ್ದರು. ಆದರೆ, ಕೊನೆಗೂ ನಿಮಿಷಾ ಗಲ್ಲು ಶಿಕ್ಷೆಯಿಂದ ಪಾರಾಗಿ ಸಾವನ್ನು ಗೆದ್ದಿದ್ದಾರೆ. — [1158, 262, 1514, 486]
music-box-headline-line-2: ತರಬೇತಿ ಕಾರ್ಯಕ್ರಮ — [1173, 816, 1373, 850]
issue-date-english: 30 JULY 2025 — [1239, 81, 1379, 107]
blood-camp-body: ಗದಗ: ಗದಗ ಜಿಲ್ಲಾಡಳಿತ, ಜಿಲ್ಲಾ ಪಂಚಾಯತ್, ಆರೋಗ್ಯ ಮತ್ತು ಕುಟುಂಬ ಕಲ್ಯಾಣ ಇಲಾಖೆ, ಜಿಮ್ಸ್ ರಕ್ತ ನಿಧಿ ಕೇಂದ್ರ, ಜಿಲ್ಲಾ ಆಸ್ಪತ್ರೆ ಇವರುಗಳ ಸಂಯುಕ್ತ ಆಶ್ರಯದಲ್ಲಿ ಜಿಲ್ಲಾಧಿಕಾರಿಗಳು ಹಾಗೂ ಜಿ.ಪಂ. ಮುಖ್ಯ ಕಾರ್ಯನಿರ್ವಾಹಕ ಅಧಿಕಾರಿಗಳು, ಜಿ.ಪಂ. ಗದಗ ಇವರ ನೇತೃತ್ವದಲ್ಲಿ ಗದಗ ಜಿಲ್ಲಾಡಳಿತ ಭವನದ ಆಡಿಟೋರಿಯಂ ಹಾಲ್‌ನಲ್ಲಿ ಮಂಗಳವಾರ ಮೆಗಾ ರಕ್ತದಾನ ಶಿಬಿರವನ್ನು ಹಮ್ಮಿಕೊಳ್ಳಲಾಗಿತ್ತು. ಜಿಲ್ಲಾಧಿಕಾರಿ ಸಿ.ಎನ್.ಶ್ರೀಧರ್ ಅವರು ಮಾತನಾಡಿ ರಕ್ತದಾನವು ಅಮೂಲ್ಯ ದಾನವಾಗಿದೆ. ರಕ್ತದಾನ ಮಾಡುವುದರಿಂದ ಒಂದು ಜೀವ ಉಳಿಸುವುದು ಹಾಗೂ ಅನೇಕ ಆರೋಗ್ಯ ಸಮಸ್ಯೆಗಳಿಗೆ ಚಿಕಿತ್ಸೆ ನೀಡಲು ಸಹಾಯವಾಗುತ್ತದೆ ಎಂದು ತಿಳಿಸಿದರು. ಈ ಸಂದರ್ಭದಲ್ಲಿ ಜಿಲ್ಲಾ ಪಂಚಾಯತ್ ಮುಖ್ಯ ಕಾರ್ಯನಿರ್ವಹಣಾಧಿಕಾರಿ ಭರತ್ ಎಸ್, ಅಪರ ಜಿಲ್ಲಾಧಿಕಾರಿ ಶ್ರೀಮತಿ ಅನ್ನಪೂರ್ಣ ಎಂ, ಜಿಲ್ಲಾ ಆರೋಗ್ಯ ಮತ್ತು ಕುಟುಂಬ ಕಲ್ಯಾಣಾಧಿಕಾರಿ ಡಾ. ಎಸ್.ಎಸ್.ನೀಲಗುಂದ, ಜಿಲ್ಲಾ ಸರ್ವೇಕ್ಷಣಾಧಿಕಾರಿ ಡಾ.ವೆಂಕಟೇಶ ರಾಠೋಡ, ಡಿ.ಎಲ್.ಓ. ಡಾ. ರಾಜೇಂದ್ರ ಬಸರಿಗಿಡದ, ಜಿಲ್ಲಾ ಕುಟುಂಬ ಕಲ್ಯಾಣಾಧಿಕಾರಿ ಡಾ. ವೈ.ಕೆ. ಭಜಂತ್ರಿ, ಡಾ.ಎಸ್.ಸುಷ್ಮಾ, ಡಾ.ಸಾಗರ ಚಿಟ್ಟೇದ, ಡಾ. ಸಾಕ್ಷಿ ವಿವಿಧ ಇಲಾಖೆಯ ಅಧಿಕಾರಿಗಳು ಹಾಗೂ ಸಿಬ್ಬಂದಿಗಳು ಹಾಜರಿದ್ದರು. ರಕ್ತದಾನ : ಜಿಲ್ಲಾ ಆರೋಗ್ಯ ಮತ್ತು ಕುಟುಂಬ ಕಲ್ಯಾಣಾಧಿಕಾರಿ ಡಾ. ಎಸ್.ಎಸ್.ನೀಲಗುಂದ, ಜಿಲ್ಲಾ ಸರ್ವೇಕ್ಷಣಾಧಿಕಾರಿ ಡಾ.ವೆಂಕಟೇಶ ರಾಠೋಡ, ಡಿ.ಎಲ್.ಓ. ಡಾ. ರಾಜೇಂದ್ರ ಬಸರಿಗಿಡದ, ಆರೋಗ್ಯ ಇಲಾಖೆ ಸೇರಿದಂತೆ ವಿವಿಧ ಇಲಾಖೆಯ ಅಧಿಕಾರಿ/ ಸಿಬ್ಬಂದಿಗಳು ರಕ್ತದಾನದಲ್ಲಿ ಪಾಲ್ಗೊಂಡರು. — [48, 797, 516, 988]
section-divider — [48, 732, 538, 734]
section-divider — [48, 1748, 1514, 1751]
music-box-headline-line-1: ಸುಗಮ ಸಂಗೀತ ಕಲಾ — [1173, 763, 1375, 797]
section-divider — [48, 1454, 538, 1456]
top-story-photo-caption: ಮರಣದಂಡನೆಯನ್ನು ಸಂಪೂರ್ಣವಾಗಿ ರದ್ದುಗೊಳಿಸಲು ನಿರ್ಧರಿಸಲಾಯಿತು" ಎಂದು ಗ್ರಾಂಡ್ ಮುಫ್ತಿ ಹೇಳಿಕೆಯನ್ನು ಉಲ್ಲೇಖಿಸಿ ANI ವರದಿ ಮಾಡಿದೆ. ಶೇಖ್ ಅಬು ಬಕರ್ ಅಹ್ಮದ್ ಒಬ್ಬ ಪ್ರಸಿದ್ಧ ಇಸ್ಲಾಮಿಕ್ ವಿದ್ವಾಂಸರಾಗಿದ್ದು, — [420, 662, 765, 707]
top-story-headline: ಸಾವು ಗೆದ್ದ ಕೇರಳದ ನರ್ಸ್ ನಿಮಿಷಾ ಪ್ರಿಯಾ — [263, 148, 1294, 235]
water-story-small-body: ಗದಗ: ಗದಗ-ಬೆಟಗೇರಿ ಅವಳಿ ನಗರದ ಸಮರ್ಪಕ ನೀರಿನ ಪೂರೈಕೆಗೆ ವಾಲ್ಮನ್‌ಗಳ ಪಾತ್ರ ಮಹತ್ವಪೂರ್ಣವಾಗಿದ್ದು, ಅವರ ಕರ್ತವ್ಯ ನಿಷ್ಠೆ ಮೇಲೆಯೇ ನಗರಗಳಿಗೆ ಸಮರ್ಪಕ ನೀರಿನ ವ್ಯವಸ್ಥೆ ಸಾಧ್ಯವಿದೆ ಎಂದು ಸಚಿವ ಎಚ್.ಕೆ. ಪಾಟೀಲ ಅವರು ನಂಬಿಕೆ ವ್ಯಕ್ತಪಡಿಸಿದರು. ಜಿಲ್ಲಾಡಳಿತ ಭವನದ ಸಭಾಂಗಣದಲ್ಲಿ ಸೋಮವಾರ ನೀರು ಸರಬರಾಜು ಕುರಿತ ನಡೆದ ಮಹತ್ವದ ಸಭೆಯಲ್ಲಿ ಅವರು ಮಾತನಾಡುತ್ತಾ "ನಾವು ವಾಲ್ಮನ್‌ಗಳ ಮೇಲೆ ವಿಶ್ವಾಸವಿಟ್ಟಿದ್ದೇವೆ. ಅವರು ಮುಂದಿನ 100 ದಿನಗಳೊಳಗೆ ಸಮರ್ಪಕ ನೀರಿನ ಪೂರೈಕೆ ಮಾಡಲು ಶ್ರಮಿಸಲಿದ್ದಾರೆ" ಎಂದು ಹೇಳಿದರು. ಪ್ರತಿದಿನ ರಾತ್ರಿ ನಿಯಮಿತ ಜಾಕ್‌ವೆಲ್ ಮೂಲಕ ಟ್ಯಾಂಕಿಗೆ ನೀರು ಸಂಗ್ರಹಿಸಿ ಮುಂಜಾನೆ ವಾರ್ಡ್‌ವಾರು ಪೂರೈಕೆಗೆ ವ್ಯವಸ್ಥೆಗಳು ಸಜ್ಜಾಗಬೇಕು ಎಂದು ಅವರು ಸೂಚಿಸಿದರು. ನಗರದ ವಾಲ್ಮನ್‌ಗಳ ಕಾರ್ಯವೈಖರಿ ಮತ್ತು ಪರಿಣಾಮಕಾರಿತ್ವವನ್ನು ಹೆಚ್ಚಿಸುವ ನಿಟ್ಟಿನಲ್ಲಿ ಅವರ ನಿಯೋಜನೆಗಳನ್ನು ಮರುಹಂಚಿಕೆ ಮಾಡಬೇಕು. ವಾರ್ಡ್‌ಗಳಿಗೆ ಪ್ರತ್ಯೇಕವಾಗಿ ಅವರಿಗೆ ಜವಾಬ್ದಾರಿ ನೀಡುವ ಮೂಲಕ ನೀರಿನ ವಿತರಣೆ ಸಮರ್ಪಕಗೊಳಿಸಬೇಕು ಎಂದು ಸೂಚಿಸಿದರು. ಸುಸ್ಥಿರ ನೀರು ಪೂರೈಕೆ ವ್ಯವಸ್ಥೆಗಾಗಿ ನಗರಾಭಿವೃದ್ಧಿ ಪ್ರಾಧಿಕಾರದ ಅಧ್ಯಕ್ಷ ಅಕ್ಬರ್ ಸಾಬ್ ಬಬರ್ಚಿ, ಪ್ರಭು ಬುರಬುರೆ, ಸಿದ್ದು ಪಾಟೀಲ, ಅಶೋಕ ಮಂದಾಲಿ, ಜಿಲ್ಲಾಧಿಕಾರಿ ಸಿ.ಎನ್. ಶ್ರೀಧರ್, ಜಿಲ್ಲಾ ಪಂಚಾಯತ್ ಮುಖ್ಯ ಕಾರ್ಯನಿರ್ವಾಹಕ ಅಧಿಕಾರಿ ಭರತ್ ಎಸ್, ಜಿಲ್ಲಾ ಪೊಲೀಸ್ ಅಧಿಕಾರಿ ರೋಹನ್ ಜಗದೀಶ್, ನಗರಸಭೆ ಪೌರಾಯುಕ್ತ ರಾಜಾರಾಮ್ ಪವಾರ್ ಸೇರಿದಂತೆ ಅಧಿಕಾರಿಗಳು, ವಾಲ್ಮನ್‌ಗಳು ಉಪಸ್ಥಿತರಿದ್ದರು. — [556, 1370, 1155, 1513]
